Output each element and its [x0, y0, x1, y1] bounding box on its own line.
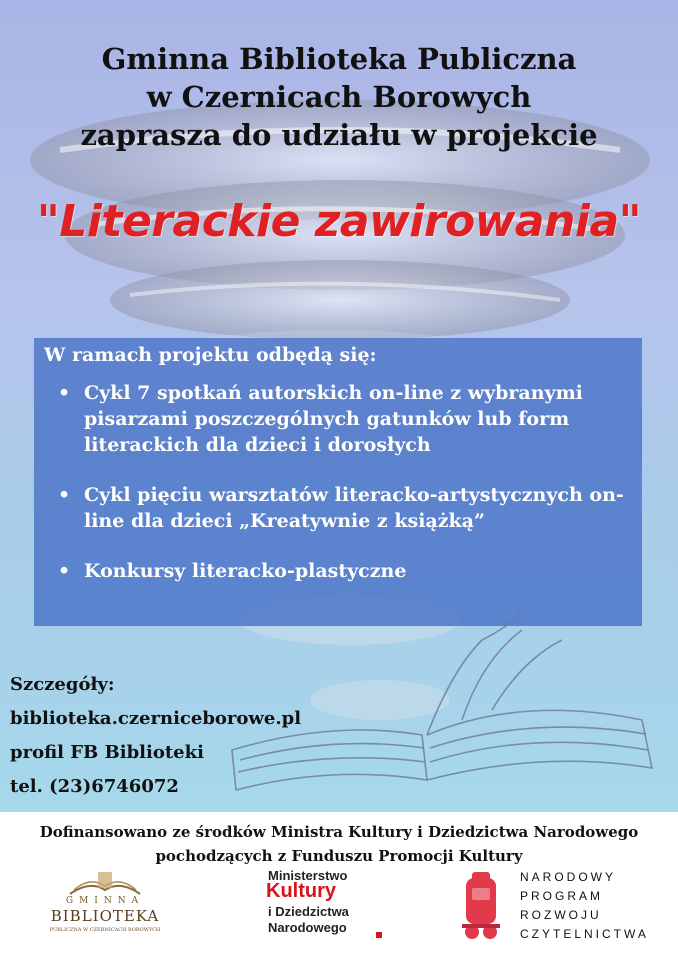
header-line-3: zaprasza do udziału w projekcie [80, 118, 598, 152]
contact-label: Szczegóły: [10, 674, 115, 695]
program-panel [34, 338, 642, 626]
funding-line-1: Dofinansowano ze środków Ministra Kultury i Dziedzictwa Narodowego [39, 823, 639, 841]
ministry-logo-line-1: Ministerstwo [268, 868, 348, 883]
program-item [34, 558, 644, 584]
program-list [34, 380, 644, 608]
funding-line-2: pochodzących z Funduszu Promocji Kultury [155, 847, 523, 865]
website-link[interactable]: biblioteka.czerniceborowe.pl [10, 708, 302, 729]
project-title: "Literackie zawirowania" [36, 196, 642, 247]
program-item-text: Cykl 7 spotkań autorskich on-line z wybranymi pisarzami poszczególnych gatunków lub form literackich dla dzieci i dorosłych [84, 382, 583, 456]
program-item-text: Konkursy literacko-plastyczne [84, 560, 407, 582]
nprc-logo [458, 868, 658, 948]
bullet-icon: • [58, 382, 71, 404]
nprc-logo-line-3: ROZWOJU [520, 908, 602, 922]
nprc-logo-text [520, 868, 649, 944]
ministry-logo-line-3: i Dziedzictwa [268, 904, 349, 919]
ministry-logo [262, 868, 402, 948]
bullet-icon: • [58, 484, 71, 506]
train-icon [458, 872, 504, 942]
library-logo-biblioteka: BIBLIOTEKA [50, 907, 160, 925]
library-logo [40, 870, 170, 950]
library-header [0, 40, 678, 154]
facebook-profile: profil FB Biblioteki [10, 742, 204, 763]
library-logo-gminna: GMINNA [65, 896, 145, 906]
nprc-logo-line-2: PROGRAM [520, 889, 604, 903]
library-logo-subtitle: PUBLICZNA W CZERNICACH BOROWYCH [49, 927, 161, 933]
ministry-logo-line-2: Kultury [266, 880, 336, 902]
nprc-logo-line-1: NARODOWY [520, 870, 616, 884]
header-line-1: Gminna Biblioteka Publiczna [101, 42, 577, 76]
program-heading: W ramach projektu odbędą się: [44, 344, 377, 366]
phone-number: tel. (23)6746072 [10, 776, 179, 797]
header-line-2: w Czernicach Borowych [146, 80, 532, 114]
ministry-logo-line-4: Narodowego [268, 920, 347, 935]
nprc-logo-line-4: CZYTELNICTWA [520, 927, 649, 941]
program-item [34, 482, 644, 534]
sponsor-footer [0, 812, 678, 960]
bullet-icon: • [58, 560, 71, 582]
program-item [34, 380, 644, 458]
funding-note [0, 820, 678, 868]
contact-info [10, 668, 301, 804]
program-item-text: Cykl pięciu warsztatów literacko-artystycznych on-line dla dzieci „Kreatywnie z książką” [84, 484, 624, 532]
ministry-logo-dot [376, 932, 382, 938]
